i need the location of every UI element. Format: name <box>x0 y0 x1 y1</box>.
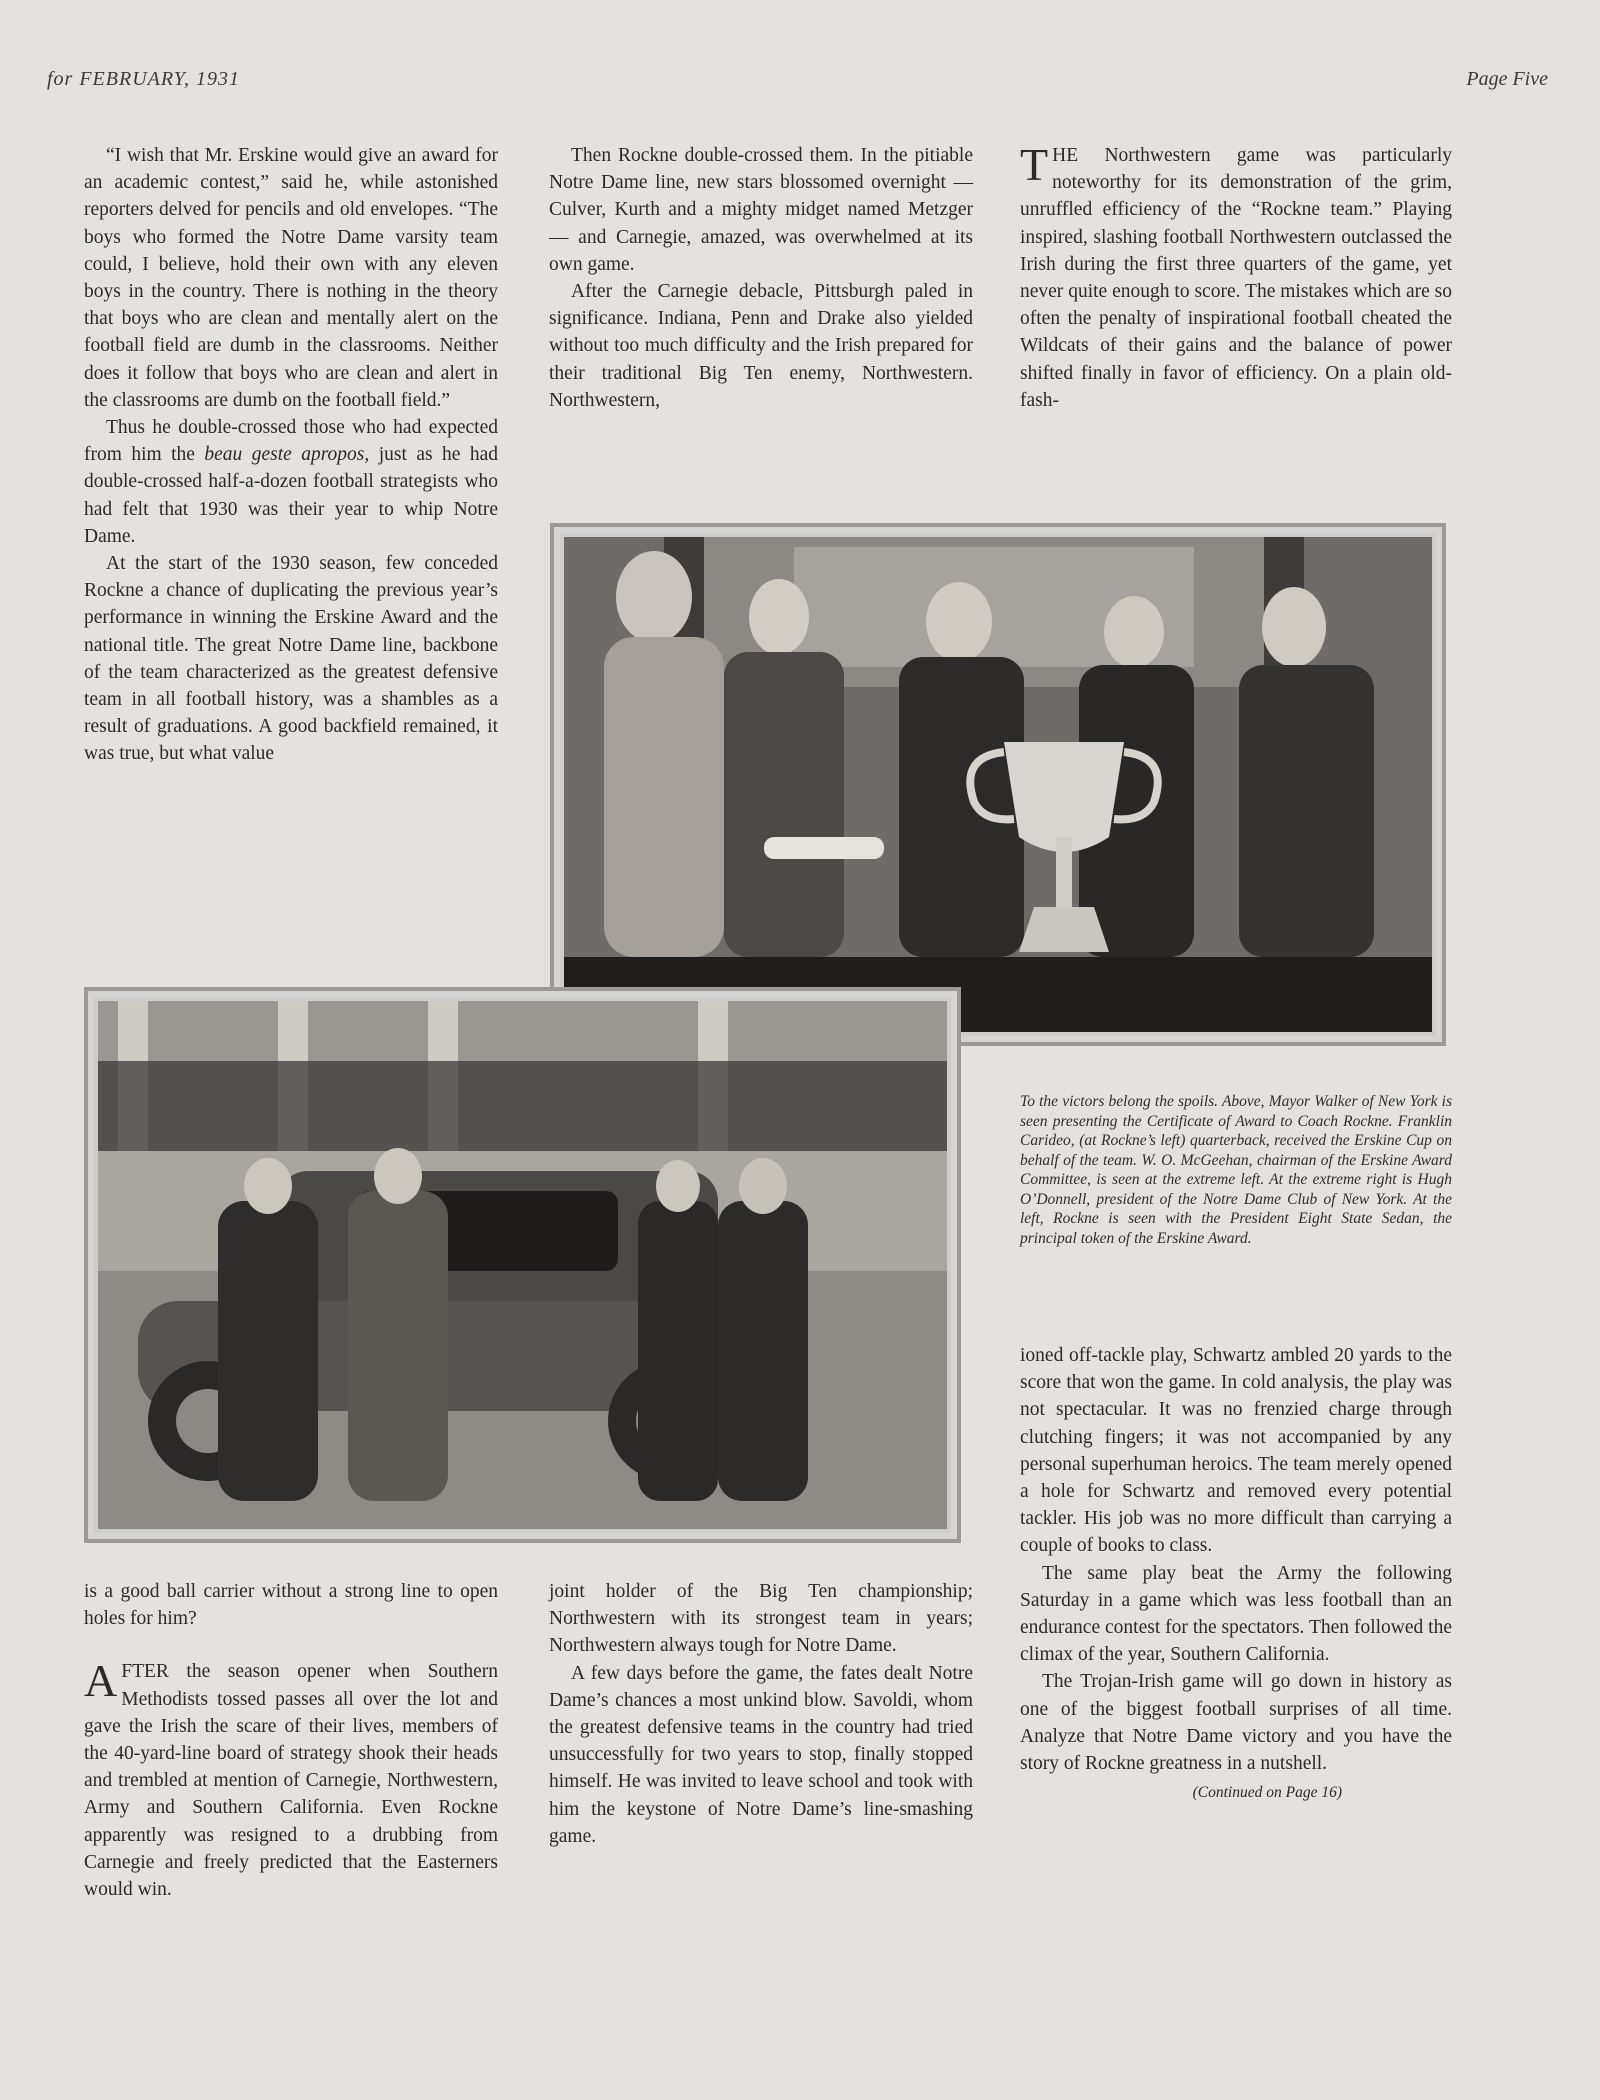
article-column-2-top <box>549 142 973 414</box>
photo-sedan-award <box>84 987 961 1543</box>
paragraph: is a good ball carrier without a strong line to open holes for him? <box>84 1581 498 1630</box>
paragraph: After the Carnegie debacle, Pittsburgh paled in significance. Indiana, Penn and Drake also yielded without too much difficulty and the Irish prepared for their traditional Big Ten enemy, Northwestern. Northwestern, <box>549 281 973 411</box>
article-column-1-top <box>84 142 498 768</box>
paragraph: The Trojan-Irish game will go down in history as one of the biggest football surprises of all time. Analyze that Notre Dame victory and you have the story of Rockne greatness in a nutshell. <box>1020 1671 1452 1775</box>
drop-cap: A <box>84 1655 118 1707</box>
paragraph: THE Northwestern game was particularly noteworthy for its demonstration of the grim, unruffled efficiency of the “Rockne team.” Playing inspired, slashing football Northwestern outclassed the Irish during the first three quarters of the game, yet never quite enough to score. The mistakes which are so often the penalty of inspirational football cheated the Wildcats of their gains and the balance of power shifted finally in favor of efficiency. On a plain old-fash- <box>1020 139 1452 411</box>
photo-award-presentation-image <box>564 537 1432 1032</box>
drop-cap: T <box>1020 139 1049 190</box>
article-column-1-bottom <box>84 1578 498 1903</box>
photo-caption: To the victors belong the spoils. Above, Mayor Walker of New York is seen presenting the Certificate of Award to Coach Rockne. Franklin Carideo, (at Rockne’s left) quarterback, received the Erskine Cup on behalf of the team. W. O. McGeehan, chairman of the Erskine Award Committee, is seen at the extreme left. At the extreme right is Hugh O’Donnell, president of the Notre Dame Club of New York. At the left, Rockne is seen with the President Eight State Sedan, the principal token of the Erskine Award. <box>1020 1093 1452 1247</box>
photo-sedan-award-image <box>98 1001 947 1529</box>
paragraph: At the start of the 1930 season, few conceded Rockne a chance of duplicating the previous year’s performance in winning the Erskine Award and the national title. The great Notre Dame line, backbone of the team characterized as the greatest defensive team in all football history, was a shambles as a result of graduations. A good backfield remained, it was true, but what value <box>84 553 498 765</box>
photo-award-presentation <box>550 523 1446 1046</box>
paragraph: joint holder of the Big Ten championship; Northwestern with its strongest team in years; Northwestern always tough for Notre Dame. <box>549 1581 973 1657</box>
paragraph: AFTER the season opener when Southern Methodists tossed passes all over the lot and gave the Irish the scare of their lives, members of the 40-yard-line board of strategy shook their heads and trembled at mention of Carnegie, Northwestern, Army and Southern California. Even Rockne apparently was resigned to a drubbing from Carnegie and freely predicted that the Easterners would win. <box>84 1655 498 1901</box>
paragraph: Thus he double-crossed those who had expected from him the beau geste apropos, just as he had double-crossed half-a-dozen football strategists who had felt that 1930 was their year to whip Notre Dame. <box>84 417 498 547</box>
article-column-3-top <box>1020 139 1452 414</box>
paragraph: ioned off-tackle play, Schwartz ambled 20 yards to the score that won the game. In cold analysis, the play was not spectacular. It was no frenzied charge through clutching fingers; it was not accompanied by any personal superhuman heroics. The team merely opened a hole for Schwartz and removed every potential tackler. His job was no more difficult than carrying a couple of books to class. <box>1020 1345 1452 1557</box>
page-number: Page Five <box>1466 68 1548 90</box>
article-column-2-bottom <box>549 1578 973 1850</box>
running-header-date: for FEBRUARY, 1931 <box>47 68 241 90</box>
continued-note: (Continued on Page 16) <box>1192 1784 1342 1802</box>
paragraph: A few days before the game, the fates dealt Notre Dame’s chances a most unkind blow. Savoldi, whom the greatest defensive teams in the country had tried unsuccessfully for two years to stop, finally stopped himself. He was invited to leave school and took with him the keystone of Notre Dame’s line-smashing game. <box>549 1662 973 1847</box>
paragraph: Then Rockne double-crossed them. In the pitiable Notre Dame line, new stars blossomed overnight — Culver, Kurth and a mighty midget named Metzger — and Carnegie, amazed, was overwhelmed at its own game. <box>549 145 973 275</box>
paragraph: The same play beat the Army the following Saturday in a game which was less football than an endurance contest for the spectators. Then followed the climax of the year, Southern California. <box>1020 1562 1452 1666</box>
paragraph: “I wish that Mr. Erskine would give an award for an academic contest,” said he, while astonished reporters delved for pencils and old envelopes. “The boys who formed the Notre Dame varsity team could, I believe, hold their own with any eleven boys in the country. There is nothing in the theory that boys who are clean and mentally alert on the football field are dumb in the classrooms. Neither does it follow that boys who are clean and alert in the classrooms are dumb on the football field.” <box>84 145 498 411</box>
article-column-3-bottom <box>1020 1342 1452 1806</box>
